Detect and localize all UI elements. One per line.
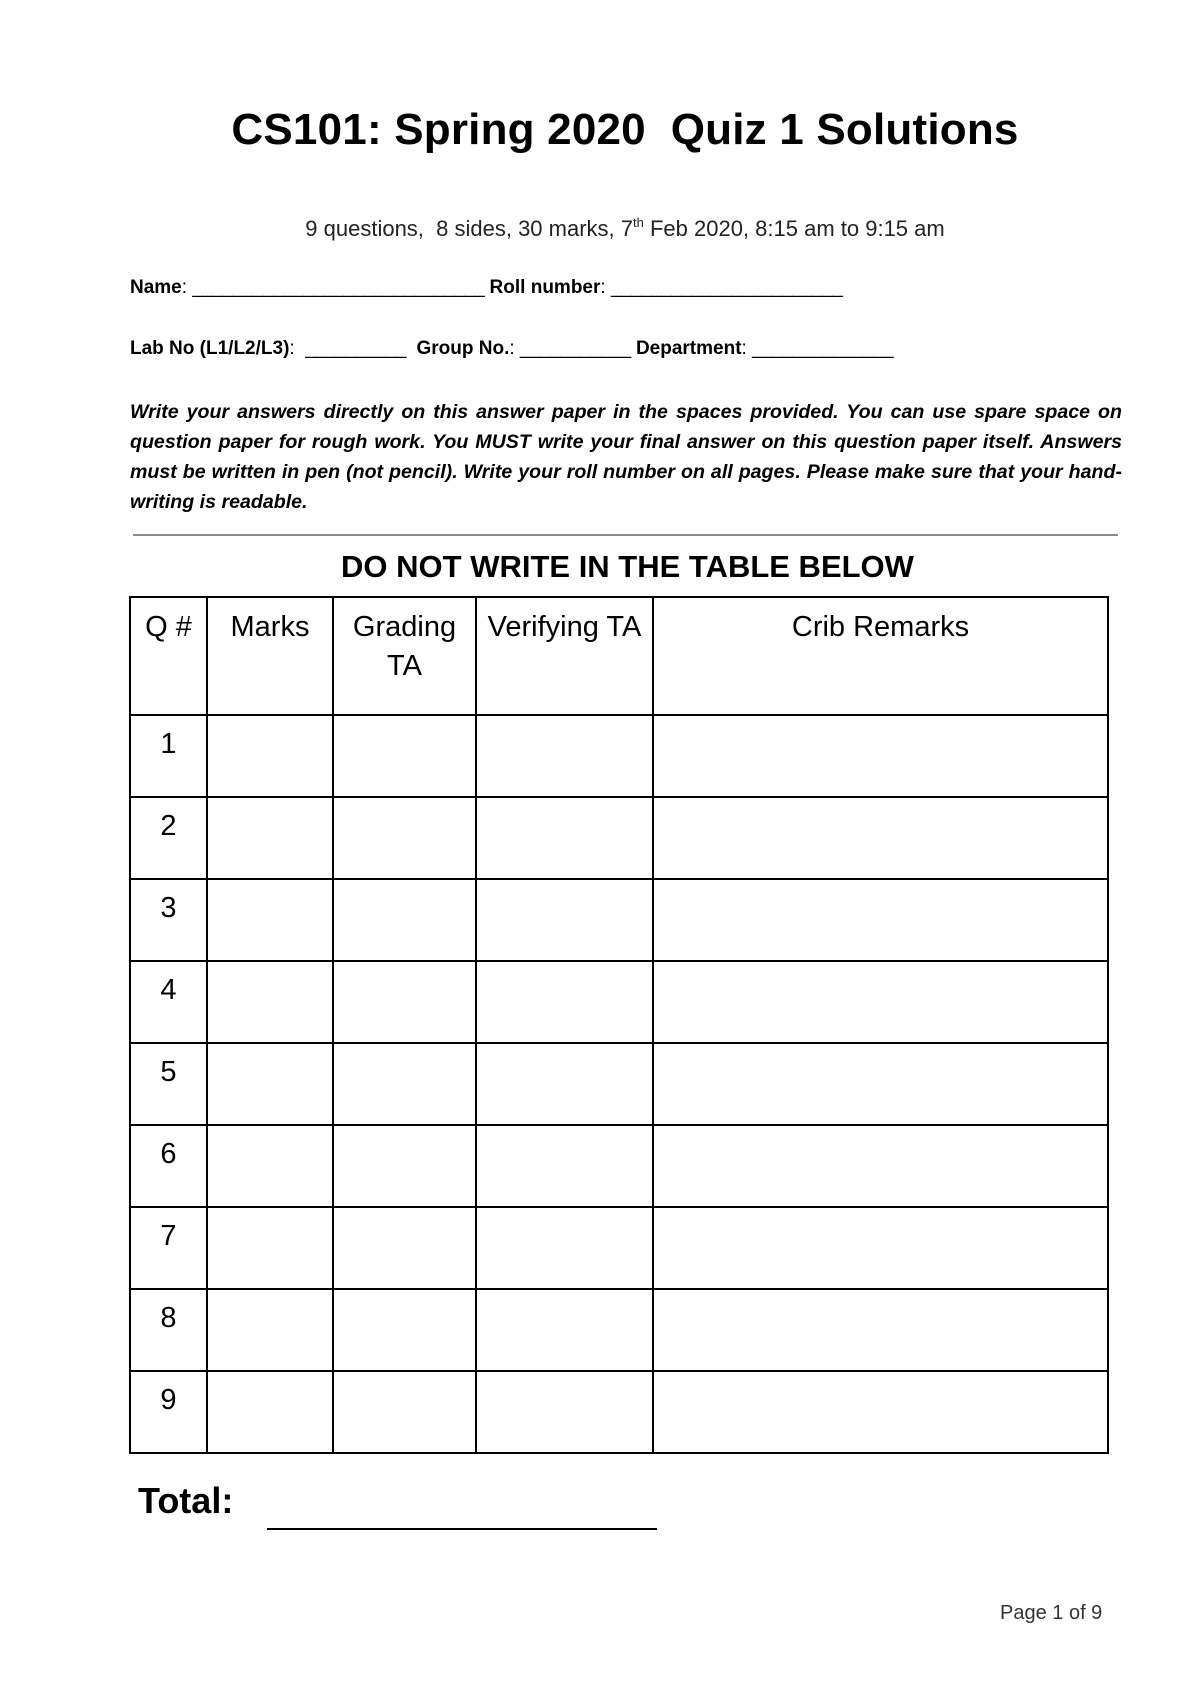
grading-ta-cell[interactable] bbox=[333, 797, 476, 879]
question-number-cell: 5 bbox=[130, 1043, 207, 1125]
question-number-cell: 9 bbox=[130, 1371, 207, 1453]
grading-ta-cell[interactable] bbox=[333, 715, 476, 797]
department-colon: : bbox=[741, 338, 753, 359]
grading-ta-cell[interactable] bbox=[333, 1125, 476, 1207]
lab-no-blank[interactable]: __________ bbox=[305, 338, 406, 359]
grading-ta-cell[interactable] bbox=[333, 1207, 476, 1289]
table-row bbox=[130, 1125, 1108, 1207]
crib-remarks-cell[interactable] bbox=[653, 1207, 1108, 1289]
crib-remarks-cell[interactable] bbox=[653, 1125, 1108, 1207]
grading-ta-cell[interactable] bbox=[333, 1043, 476, 1125]
verifying-ta-cell[interactable] bbox=[476, 797, 653, 879]
verifying-ta-cell[interactable] bbox=[476, 1043, 653, 1125]
department-label: Department bbox=[630, 338, 742, 359]
question-number-cell: 2 bbox=[130, 797, 207, 879]
table-row bbox=[130, 715, 1108, 797]
marks-cell[interactable] bbox=[207, 1125, 333, 1207]
exam-details-text: 9 questions, 8 sides, 30 marks, 7 bbox=[305, 216, 634, 241]
name-roll-row bbox=[130, 277, 843, 299]
marks-cell[interactable] bbox=[207, 1207, 333, 1289]
question-number-cell: 7 bbox=[130, 1207, 207, 1289]
crib-remarks-cell[interactable] bbox=[653, 1371, 1108, 1453]
group-no-label: Group No. bbox=[405, 338, 510, 359]
table-row bbox=[130, 961, 1108, 1043]
marks-cell[interactable] bbox=[207, 715, 333, 797]
table-heading: DO NOT WRITE IN THE TABLE BELOW bbox=[341, 549, 914, 584]
question-number-cell: 8 bbox=[130, 1289, 207, 1371]
exam-details bbox=[0, 216, 1200, 242]
department-blank[interactable]: ______________ bbox=[752, 338, 894, 359]
crib-remarks-cell[interactable] bbox=[653, 797, 1108, 879]
crib-remarks-cell[interactable] bbox=[653, 879, 1108, 961]
verifying-ta-cell[interactable] bbox=[476, 1125, 653, 1207]
name-blank[interactable]: _____________________________ bbox=[192, 277, 485, 298]
marks-cell[interactable] bbox=[207, 879, 333, 961]
verifying-ta-cell[interactable] bbox=[476, 1371, 653, 1453]
verifying-ta-cell[interactable] bbox=[476, 961, 653, 1043]
table-row bbox=[130, 797, 1108, 879]
marks-cell[interactable] bbox=[207, 1289, 333, 1371]
lab-no-label: Lab No (L1/L2/L3) bbox=[130, 338, 290, 359]
table-row bbox=[130, 1043, 1108, 1125]
grading-ta-cell[interactable] bbox=[333, 1371, 476, 1453]
name-label: Name bbox=[130, 277, 182, 298]
page-title: CS101: Spring 2020 Quiz 1 Solutions bbox=[231, 105, 1019, 154]
verifying-ta-cell[interactable] bbox=[476, 879, 653, 961]
question-number-cell: 1 bbox=[130, 715, 207, 797]
instructions-paragraph: Write your answers directly on this answer paper in the spaces provided. You can use spare space on question paper for rough work. You MUST write your final answer on this question paper itself. Answers must be written in pen (not pencil). Write your roll number on all pages. Please make sure that your hand-writing is readable. bbox=[130, 401, 1122, 513]
grading-ta-cell[interactable] bbox=[333, 1289, 476, 1371]
question-number-cell: 6 bbox=[130, 1125, 207, 1207]
table-body bbox=[130, 715, 1108, 1453]
crib-remarks-cell[interactable] bbox=[653, 715, 1108, 797]
header-marks: Marks bbox=[207, 597, 333, 715]
exam-details-date: Feb 2020, 8:15 am to 9:15 am bbox=[643, 216, 945, 241]
table-row bbox=[130, 1371, 1108, 1453]
header-question-number: Q # bbox=[130, 597, 207, 715]
total-label: Total: bbox=[138, 1480, 234, 1521]
header-grading-ta: Grading TA bbox=[333, 597, 476, 715]
lab-no-colon: : bbox=[289, 338, 306, 359]
table-row bbox=[130, 1207, 1108, 1289]
page-number: Page 1 of 9 bbox=[1000, 1602, 1103, 1624]
name-colon: : bbox=[181, 277, 193, 298]
marks-cell[interactable] bbox=[207, 1043, 333, 1125]
header-crib-remarks: Crib Remarks bbox=[653, 597, 1108, 715]
question-number-cell: 4 bbox=[130, 961, 207, 1043]
grading-ta-cell[interactable] bbox=[333, 879, 476, 961]
roll-number-colon: : bbox=[600, 277, 611, 298]
crib-remarks-cell[interactable] bbox=[653, 961, 1108, 1043]
group-no-blank[interactable]: ___________ bbox=[519, 338, 631, 359]
ordinal-suffix: th bbox=[633, 215, 644, 230]
marks-cell[interactable] bbox=[207, 1371, 333, 1453]
verifying-ta-cell[interactable] bbox=[476, 1207, 653, 1289]
marks-cell[interactable] bbox=[207, 961, 333, 1043]
verifying-ta-cell[interactable] bbox=[476, 715, 653, 797]
crib-remarks-cell[interactable] bbox=[653, 1289, 1108, 1371]
verifying-ta-cell[interactable] bbox=[476, 1289, 653, 1371]
grading-ta-cell[interactable] bbox=[333, 961, 476, 1043]
total-blank-line[interactable] bbox=[267, 1528, 657, 1530]
table-header-row bbox=[130, 597, 1108, 715]
header-verifying-ta: Verifying TA bbox=[476, 597, 653, 715]
roll-number-label: Roll number bbox=[484, 277, 601, 298]
group-no-colon: : bbox=[509, 338, 520, 359]
horizontal-divider bbox=[133, 534, 1118, 536]
grading-table bbox=[129, 596, 1109, 1454]
roll-number-blank[interactable]: _______________________ bbox=[610, 277, 843, 298]
table-row bbox=[130, 879, 1108, 961]
table-row bbox=[130, 1289, 1108, 1371]
lab-group-dept-row bbox=[130, 338, 893, 360]
marks-cell[interactable] bbox=[207, 797, 333, 879]
crib-remarks-cell[interactable] bbox=[653, 1043, 1108, 1125]
question-number-cell: 3 bbox=[130, 879, 207, 961]
